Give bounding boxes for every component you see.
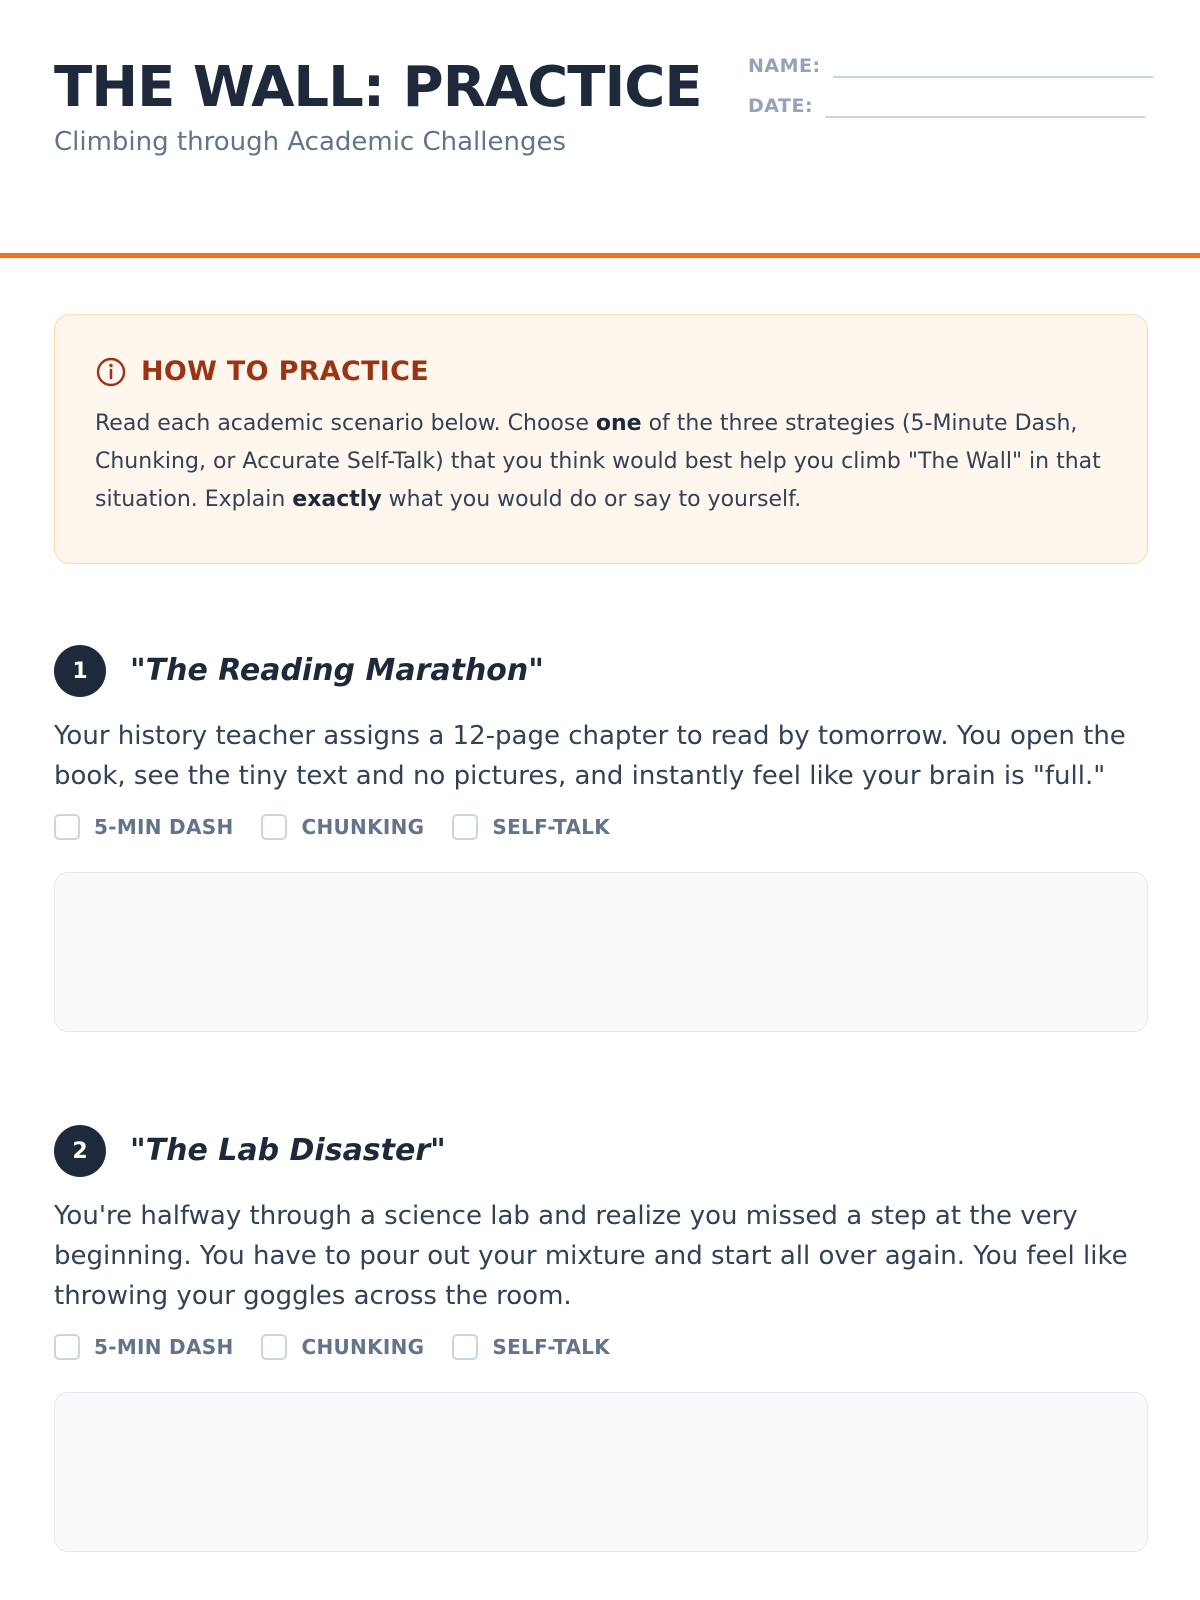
scenario-description: You're halfway through a science lab and realize you missed a step at the very beginning. You have to pour out your mixture and start all over again. You feel like throwing your goggles across the room. (54, 1201, 1128, 1311)
checkbox[interactable] (452, 814, 478, 840)
name-label: NAME: (748, 55, 821, 77)
instructions-text: of the three strategies (5-Minute Dash, Chunking, or Accurate Self-Talk) that you think would best help you climb "The Wall" in that situation. Explain (95, 411, 1101, 512)
answer-box[interactable] (54, 1392, 1148, 1552)
answer-box[interactable] (54, 872, 1148, 1032)
scenario-2 (54, 1124, 1148, 1552)
option-self-talk[interactable] (452, 814, 610, 840)
instructions-emphasis: exactly (292, 487, 382, 512)
how-to-practice-box (54, 314, 1148, 564)
option-5-min-dash[interactable] (54, 1334, 233, 1360)
instructions-text: what you would do or say to yourself. (381, 487, 802, 512)
option-label: 5-MIN DASH (94, 1335, 234, 1359)
option-label: CHUNKING (301, 1335, 425, 1359)
option-label: 5-MIN DASH (94, 815, 234, 839)
option-self-talk[interactable] (452, 1334, 610, 1360)
scenario-title: "The Lab Disaster" (130, 1133, 446, 1168)
name-field[interactable] (748, 54, 1153, 78)
option-label: SELF-TALK (492, 815, 611, 839)
scenario-title: "The Reading Marathon" (130, 653, 544, 688)
checkbox[interactable] (452, 1334, 478, 1360)
info-icon (95, 356, 127, 388)
scenario-header (54, 1124, 1148, 1178)
how-to-header (95, 353, 1107, 391)
page-title: THE WALL: PRACTICE (54, 55, 702, 120)
scenario-header (54, 644, 1148, 698)
option-5-min-dash[interactable] (54, 814, 233, 840)
checkbox[interactable] (261, 814, 287, 840)
checkbox[interactable] (54, 814, 80, 840)
header-divider (0, 253, 1200, 258)
checkbox[interactable] (261, 1334, 287, 1360)
option-label: CHUNKING (301, 815, 425, 839)
date-field[interactable] (748, 94, 1145, 118)
option-chunking[interactable] (261, 814, 424, 840)
scenario-number-badge: 1 (54, 645, 106, 697)
scenario-description: Your history teacher assigns a 12-page chapter to read by tomorrow. You open the book, see the tiny text and no pictures, and instantly feel like your brain is "full." (54, 721, 1126, 791)
worksheet-header (54, 52, 1148, 172)
instructions-emphasis: one (595, 411, 642, 436)
how-to-title: HOW TO PRACTICE (141, 356, 430, 387)
option-chunking[interactable] (261, 1334, 424, 1360)
option-label: SELF-TALK (492, 1335, 611, 1359)
strategy-options (54, 812, 1148, 842)
name-line[interactable] (833, 56, 1153, 78)
scenario-1 (54, 644, 1148, 1032)
instructions-text: Read each academic scenario below. Choose (95, 411, 596, 436)
checkbox[interactable] (54, 1334, 80, 1360)
date-line[interactable] (825, 96, 1145, 118)
strategy-options (54, 1332, 1148, 1362)
scenario-number-badge: 2 (54, 1125, 106, 1177)
how-to-instructions (95, 405, 1107, 519)
date-label: DATE: (748, 95, 814, 117)
page-subtitle: Climbing through Academic Challenges (54, 127, 567, 157)
